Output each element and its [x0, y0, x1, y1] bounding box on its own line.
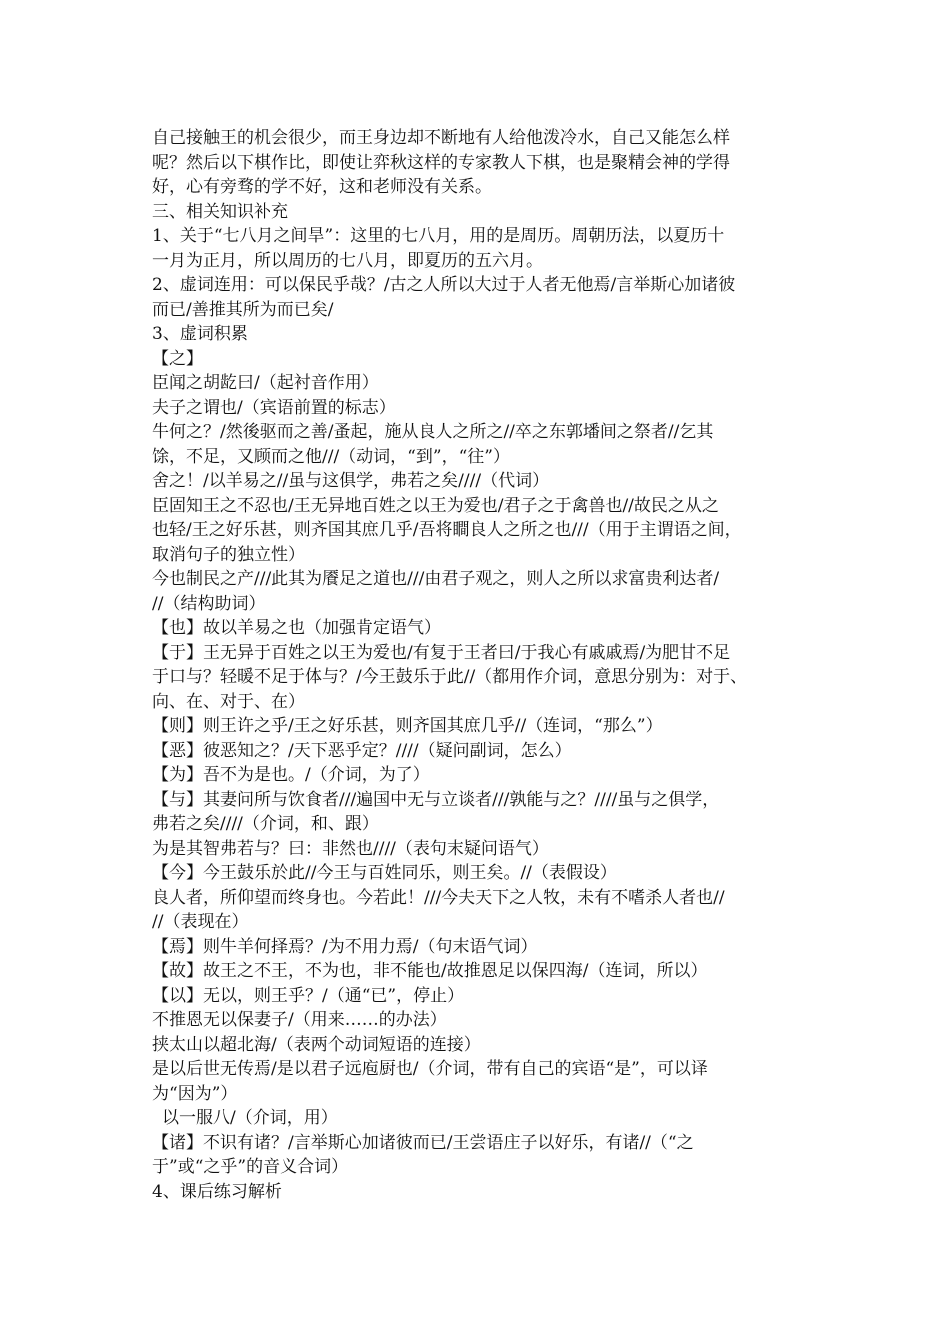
text-line: 【以】无以，则王乎？/（通“已”，停止）: [152, 985, 465, 1006]
section-heading: 三、相关知识补充: [152, 201, 288, 222]
text-line: 【恶】彼恶知之？/天下恶乎定？////（疑问副词，怎么）: [152, 740, 572, 761]
text-line: 夫子之谓也/（宾语前置的标志）: [152, 397, 396, 418]
text-line: 【故】故王之不王，不为也，非不能也/故推恩足以保四海/（连词，所以）: [152, 961, 708, 981]
text-line: 挟太山以超北海/（表两个动词短语的连接）: [152, 1034, 481, 1055]
text-line: 臣闻之胡龁曰/（起衬音作用）: [152, 373, 379, 393]
subsection-heading: 3、虚词积累: [152, 324, 248, 344]
text-line: 良人者，所仰望而终身也。今若此！///今夫天下之人牧，未有不嗜杀人者也//: [152, 887, 725, 908]
text-line: 于”或“之乎”的音义合词）: [152, 1157, 349, 1177]
text-line: 呢？然后以下棋作比，即使让弈秋这样的专家教人下棋，也是聚精会神的学得: [152, 152, 730, 173]
document-body: [152, 126, 832, 1204]
text-line: //（结构助词）: [152, 593, 266, 614]
text-line: 馀，不足，又顾而之他///（动词，“到”，“往”）: [152, 446, 510, 467]
text-line: 牛何之？/然後驱而之善/蚤起，施从良人之所之//卒之东郭墦间之祭者//乞其: [152, 422, 714, 442]
text-line: 以一服八/（介词，用）: [162, 1108, 338, 1128]
entry-heading: 【之】: [152, 348, 203, 369]
text-line: 2、虚词连用：可以保民乎哉？/古之人所以大过于人者无他焉/言举斯心加诸彼: [152, 275, 736, 295]
text-line: //（表现在）: [152, 912, 249, 932]
text-line: 【于】王无异于百姓之以王为爱也/有复于王者曰/于我心有戚戚焉/为肥甘不足: [152, 642, 731, 663]
text-line: 于口与？轻暖不足于体与？/今王鼓乐于此//（都用作介词，意思分别为：对于、: [152, 667, 748, 687]
text-line: 为“因为”）: [152, 1083, 238, 1104]
text-line: 1、关于“七八月之间旱”：这里的七八月，用的是周历。周朝历法，以夏历十: [152, 226, 725, 246]
text-line: 【与】其妻问所与饮食者///遍国中无与立谈者///孰能与之？////虽与之俱学，: [152, 789, 720, 810]
text-line: 今也制民之产///此其为餍足之道也///由君子观之，则人之所以求富贵利达者/: [152, 569, 720, 589]
text-line: 臣固知王之不忍也/王无异地百姓之以王为爱也/君子之于禽兽也//故民之从之: [152, 495, 719, 516]
text-line: 弗若之矣////（介词，和、跟）: [152, 814, 379, 834]
text-line: 向、在、对于、在）: [152, 691, 305, 712]
text-line: 【诸】不识有诸？/言举斯心加诸彼而已/王尝语庄子以好乐，有诸//（“之: [152, 1132, 694, 1153]
text-line: 舍之！/以羊易之//虽与这俱学，弗若之矣////（代词）: [152, 471, 550, 491]
text-line: 【今】今王鼓乐於此//今王与百姓同乐，则王矣。//（表假设）: [152, 863, 617, 883]
text-line: 一月为正月，所以周历的七八月，即夏历的五六月。: [152, 250, 543, 271]
text-line: 【则】则王许之乎/王之好乐甚，则齐国其庶几乎//（连词，“那么”）: [152, 716, 663, 736]
text-line: 取消句子的独立性）: [152, 544, 305, 565]
text-line: 自己接触王的机会很少，而王身边却不断地有人给他泼冷水，自己又能怎么样: [152, 128, 730, 148]
text-line: 【焉】则牛羊何择焉？/为不用力焉/（句末语气词）: [152, 936, 538, 957]
text-line: 【也】故以羊易之也（加强肯定语气）: [152, 618, 441, 638]
text-line: 是以后世无传焉/是以君子远庖厨也/（介词，带有自己的宾语“是”，可以译: [152, 1059, 708, 1079]
text-line: 也轻/王之好乐甚，则齐国其庶几乎/吾将瞷良人之所之也///（用于主谓语之间，: [152, 520, 742, 540]
text-line: 为是其智弗若与？曰：非然也////（表句末疑问语气）: [152, 838, 549, 859]
text-line: 【为】吾不为是也。/（介词，为了）: [152, 765, 430, 785]
text-line: 而已/善推其所为而已矣/: [152, 299, 334, 320]
text-line: 不推恩无以保妻子/（用来……的办法）: [152, 1010, 447, 1030]
text-line: 好，心有旁骛的学不好，这和老师没有关系。: [152, 177, 492, 197]
subsection-heading: 4、课后练习解析: [152, 1181, 282, 1202]
